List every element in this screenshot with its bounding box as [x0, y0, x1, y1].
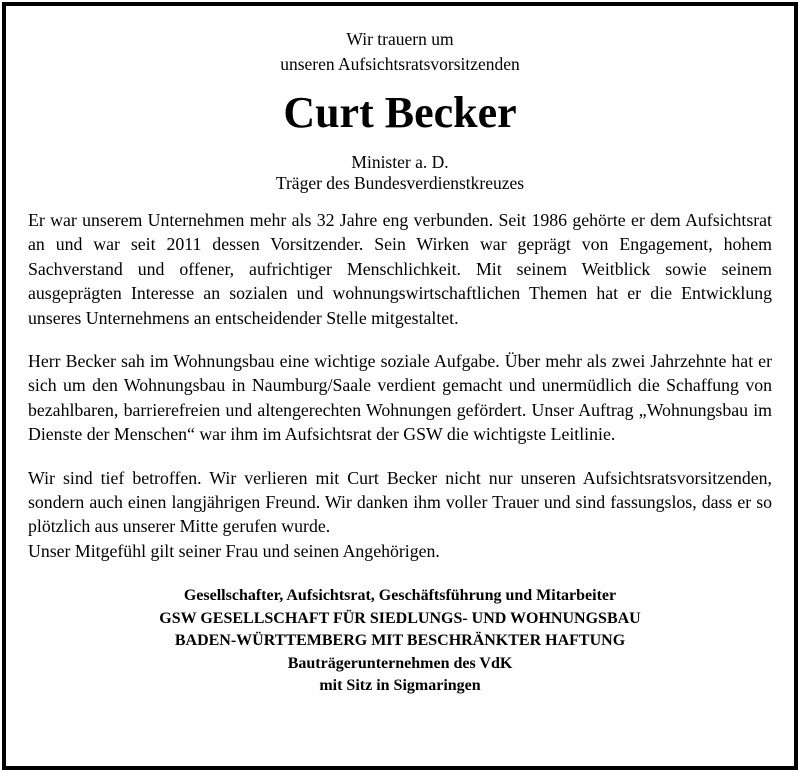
- intro-line-2: unseren Aufsichtsratsvorsitzenden: [280, 54, 520, 74]
- signature-line-5: mit Sitz in Sigmaringen: [319, 677, 481, 695]
- title-line-1: Minister a. D.: [351, 152, 449, 172]
- intro-line-1: Wir trauern um: [346, 29, 454, 49]
- obituary-notice: [2, 2, 798, 770]
- signature-block: [28, 585, 772, 698]
- paragraph-2: Herr Becker sah im Wohnungsbau eine wichtige soziale Aufgabe. Über mehr als zwei Jahrzehnte hat er sich um den Wohnungsbau in Naumburg/Saale verdient gemacht und unermüdlich die Schaffung von bezahlbaren, barrierefreien und altengerechten Wohnungen gefördert. Unser Auftrag „Wohnungsbau im Dienste der Menschen“ war ihm im Aufsichtsrat der GSW die wichtigste Leitlinie.: [28, 351, 772, 445]
- paragraph-1: Er war unserem Unternehmen mehr als 32 Jahre eng verbunden. Seit 1986 gehörte er dem Aufsichtsrat an und war seit 2011 dessen Vorsitzender. Sein Wirken war geprägt von Engagement, hohem Sachverstand und offener, aufrichtiger Menschlichkeit. Mit seinem Weitblick sowie seinem ausgeprägten Interesse an sozialen und wohnungswirtschaftlichen Themen hat er die Entwicklung unseres Unternehmens an entscheidender Stelle mitgestaltet.: [28, 210, 772, 328]
- notice-content: [6, 27, 794, 698]
- title-line-2: Träger des Bundesverdienstkreuzes: [275, 173, 525, 193]
- deceased-name: Curt Becker: [283, 88, 517, 137]
- paragraph-4: Unser Mitgefühl gilt seiner Frau und seinen Angehörigen.: [28, 540, 440, 561]
- signature-line-2: GSW GESELLSCHAFT FÜR SIEDLUNGS- UND WOHNUNGSBAU: [159, 609, 641, 627]
- signature-line-4: Bauträgerunternehmen des VdK: [287, 654, 513, 672]
- paragraph-3: Wir sind tief betroffen. Wir verlieren mit Curt Becker nicht nur unseren Aufsichtsratsvorsitzenden, sondern auch einen langjährigen Freund. Wir danken ihm voller Trauer und sind fassungslos, dass er so plötzlich aus unserer Mitte gerufen wurde.: [28, 467, 772, 537]
- signature-line-1: Gesellschafter, Aufsichtsrat, Geschäftsführung und Mitarbeiter: [183, 587, 617, 605]
- signature-line-3: BADEN-WÜRTTEMBERG MIT BESCHRÄNKTER HAFTUNG: [174, 632, 626, 650]
- notice-header: [28, 27, 772, 194]
